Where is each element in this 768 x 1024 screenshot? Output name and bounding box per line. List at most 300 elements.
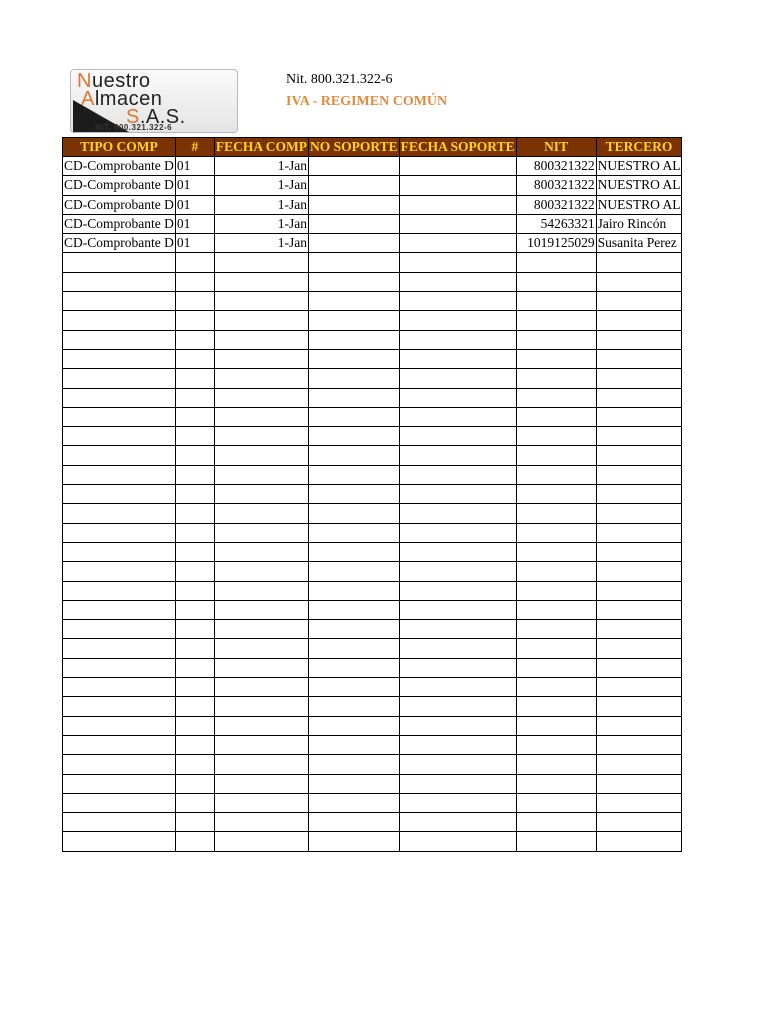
table-cell[interactable] [63,697,176,716]
table-cell[interactable]: Susanita Perez [596,234,682,253]
table-cell[interactable] [399,369,516,388]
column-header[interactable]: NO SOPORTE [308,138,399,157]
table-cell[interactable] [175,407,214,426]
table-row [63,774,682,793]
table-cell[interactable] [399,620,516,639]
column-header[interactable]: FECHA COMP [214,138,308,157]
table-cell[interactable] [63,678,176,697]
table-cell[interactable] [399,157,516,176]
table-cell[interactable] [308,349,399,368]
tax-regime: IVA - REGIMEN COMÚN [286,94,448,109]
table-cell[interactable] [399,658,516,677]
table-cell[interactable] [596,388,682,407]
table-cell[interactable] [596,735,682,754]
table-cell[interactable] [399,600,516,619]
table-cell[interactable] [63,407,176,426]
table-cell[interactable] [596,774,682,793]
table-cell[interactable] [175,813,214,832]
table-row [63,620,682,639]
table-cell[interactable] [214,581,308,600]
table-cell[interactable]: 800321322 [516,157,596,176]
table-cell[interactable] [399,427,516,446]
table-cell[interactable] [596,793,682,812]
table-cell[interactable] [308,195,399,214]
table-cell[interactable]: NUESTRO AL [596,157,682,176]
column-header[interactable]: NIT [516,138,596,157]
table-cell[interactable] [516,523,596,542]
table-row [63,639,682,658]
table-cell[interactable] [399,755,516,774]
table-cell[interactable] [308,774,399,793]
table-cell[interactable] [308,600,399,619]
table-row [63,388,682,407]
table-cell[interactable] [399,774,516,793]
table-cell[interactable] [175,446,214,465]
table-row [63,427,682,446]
table-cell[interactable] [399,523,516,542]
table-cell[interactable]: 1-Jan [214,195,308,214]
table-cell[interactable]: 54263321 [516,214,596,233]
table-cell[interactable] [308,446,399,465]
table-row [63,349,682,368]
table-cell[interactable] [214,504,308,523]
table-cell[interactable] [175,330,214,349]
table-cell[interactable] [596,755,682,774]
company-nit: Nit. 800.321.322-6 [286,72,393,87]
table-row [63,369,682,388]
table-cell[interactable] [596,600,682,619]
table-cell[interactable] [516,504,596,523]
table-cell[interactable] [596,581,682,600]
table-cell[interactable] [516,272,596,291]
table-cell[interactable] [175,369,214,388]
table-cell[interactable] [175,349,214,368]
table-row [63,176,682,195]
table-cell[interactable] [175,658,214,677]
column-header[interactable]: # [175,138,214,157]
table-row [63,485,682,504]
table-cell[interactable] [516,542,596,561]
table-cell[interactable] [214,678,308,697]
table-cell[interactable] [596,504,682,523]
table-cell[interactable] [516,369,596,388]
table-row [63,214,682,233]
table-cell[interactable] [308,427,399,446]
table-cell[interactable]: 1-Jan [214,176,308,195]
table-cell[interactable] [214,253,308,272]
table-row [63,697,682,716]
table-cell[interactable] [516,735,596,754]
table-cell[interactable] [596,369,682,388]
table-cell[interactable] [596,311,682,330]
table-cell[interactable] [596,716,682,735]
table-cell[interactable] [308,369,399,388]
table-cell[interactable] [399,504,516,523]
table-cell[interactable] [214,485,308,504]
table-cell[interactable] [596,272,682,291]
table-cell[interactable] [175,735,214,754]
table-cell[interactable] [214,369,308,388]
table-cell[interactable]: 01 [175,157,214,176]
table-row [63,407,682,426]
table-cell[interactable] [214,292,308,311]
table-cell[interactable] [516,697,596,716]
table-cell[interactable] [399,253,516,272]
table-cell[interactable]: CD-Comprobante D [63,157,176,176]
table-cell[interactable]: CD-Comprobante D [63,176,176,195]
table-cell[interactable] [214,600,308,619]
table-row [63,523,682,542]
table-cell[interactable] [175,253,214,272]
table-row [63,678,682,697]
table-cell[interactable] [399,639,516,658]
table-cell[interactable] [63,735,176,754]
table-cell[interactable] [596,697,682,716]
table-cell[interactable] [399,292,516,311]
table-cell[interactable] [63,793,176,812]
table-row [63,600,682,619]
table-cell[interactable] [214,330,308,349]
table-cell[interactable] [63,716,176,735]
table-cell[interactable] [214,755,308,774]
table-row [63,581,682,600]
table-row [63,234,682,253]
table-cell[interactable]: 1-Jan [214,234,308,253]
table-cell[interactable]: 800321322 [516,176,596,195]
table-cell[interactable] [516,388,596,407]
table-cell[interactable] [308,716,399,735]
table-cell[interactable] [308,465,399,484]
table-cell[interactable] [516,446,596,465]
table-cell[interactable]: 1-Jan [214,157,308,176]
column-header[interactable]: FECHA SOPORTE [399,138,516,157]
table-cell[interactable] [214,562,308,581]
table-cell[interactable] [175,581,214,600]
table-cell[interactable] [516,755,596,774]
table-cell[interactable] [308,388,399,407]
table-cell[interactable] [399,678,516,697]
table-cell[interactable] [308,542,399,561]
table-cell[interactable] [516,485,596,504]
table-cell[interactable]: 01 [175,195,214,214]
table-cell[interactable] [596,485,682,504]
table-cell[interactable] [214,388,308,407]
table-cell[interactable] [516,292,596,311]
table-cell[interactable] [175,678,214,697]
table-cell[interactable] [399,813,516,832]
table-row [63,542,682,561]
table-cell[interactable] [399,176,516,195]
table-row [63,465,682,484]
table-row [63,793,682,812]
table-cell[interactable]: CD-Comprobante D [63,195,176,214]
table-cell[interactable]: CD-Comprobante D [63,234,176,253]
table-cell[interactable] [214,735,308,754]
table-row [63,292,682,311]
column-header[interactable]: TIPO COMP [63,138,176,157]
table-cell[interactable] [175,716,214,735]
table-cell[interactable]: NUESTRO AL [596,176,682,195]
table-cell[interactable] [516,678,596,697]
table-cell[interactable] [175,793,214,812]
table-cell[interactable] [596,620,682,639]
table-cell[interactable] [516,407,596,426]
table-cell[interactable] [308,620,399,639]
table-cell[interactable] [63,330,176,349]
table-cell[interactable] [308,562,399,581]
table-cell[interactable] [175,639,214,658]
table-cell[interactable] [308,678,399,697]
table-cell[interactable] [214,774,308,793]
table-cell[interactable] [399,330,516,349]
table-cell[interactable] [596,253,682,272]
table-row [63,253,682,272]
table-cell[interactable] [63,388,176,407]
table-cell[interactable] [308,735,399,754]
table-cell[interactable] [308,253,399,272]
table-cell[interactable]: 01 [175,234,214,253]
table-cell[interactable] [214,639,308,658]
table-cell[interactable] [308,813,399,832]
table-cell[interactable] [596,832,682,851]
table-cell[interactable] [63,600,176,619]
table-cell[interactable] [175,542,214,561]
table-cell[interactable] [214,716,308,735]
table-cell[interactable]: 1019125029 [516,234,596,253]
table-cell[interactable] [175,388,214,407]
table-cell[interactable] [516,349,596,368]
table-cell[interactable] [516,813,596,832]
table-cell[interactable] [63,504,176,523]
table-cell[interactable] [63,639,176,658]
table-cell[interactable] [399,388,516,407]
table-cell[interactable] [175,465,214,484]
table-cell[interactable] [63,581,176,600]
table-cell[interactable] [399,195,516,214]
table-header-row [63,138,682,157]
vouchers-table [62,137,682,852]
table-cell[interactable] [63,658,176,677]
table-row [63,716,682,735]
table-cell[interactable] [63,446,176,465]
table-cell[interactable] [214,272,308,291]
table-cell[interactable] [63,485,176,504]
table-cell[interactable] [516,427,596,446]
table-cell[interactable] [399,716,516,735]
table-cell[interactable] [399,793,516,812]
logo-word-3: S.A.S. [126,106,186,128]
table-cell[interactable] [399,562,516,581]
table-cell[interactable] [175,600,214,619]
table-cell[interactable] [175,523,214,542]
table-cell[interactable] [63,272,176,291]
table-cell[interactable] [308,214,399,233]
table-cell[interactable] [308,292,399,311]
table-cell[interactable] [308,697,399,716]
table-row [63,446,682,465]
table-cell[interactable] [596,813,682,832]
table-row [63,272,682,291]
table-cell[interactable] [308,234,399,253]
logo-word-2: Almacen [81,88,163,110]
table-cell[interactable] [63,562,176,581]
table-cell[interactable] [63,465,176,484]
table-cell[interactable] [308,485,399,504]
table-cell[interactable] [399,349,516,368]
table-cell[interactable] [214,620,308,639]
table-cell[interactable] [63,427,176,446]
table-cell[interactable] [399,407,516,426]
table-cell[interactable] [516,581,596,600]
table-cell[interactable] [63,311,176,330]
table-cell[interactable] [63,774,176,793]
table-row [63,735,682,754]
table-cell[interactable] [175,697,214,716]
table-cell[interactable] [596,349,682,368]
table-cell[interactable] [399,735,516,754]
table-cell[interactable] [399,446,516,465]
table-cell[interactable] [596,446,682,465]
table-cell[interactable] [175,427,214,446]
table-cell[interactable] [214,523,308,542]
table-row [63,157,682,176]
table-cell[interactable] [399,485,516,504]
table-cell[interactable] [596,427,682,446]
table-cell[interactable] [308,581,399,600]
table-cell[interactable] [63,542,176,561]
table-row [63,330,682,349]
table-cell[interactable] [308,523,399,542]
table-cell[interactable] [308,157,399,176]
table-cell[interactable] [63,253,176,272]
table-cell[interactable] [214,542,308,561]
table-cell[interactable] [516,793,596,812]
table-cell[interactable] [214,813,308,832]
table-cell[interactable] [399,697,516,716]
table-cell[interactable] [308,639,399,658]
table-cell[interactable] [214,697,308,716]
table-cell[interactable] [214,446,308,465]
table-cell[interactable] [596,639,682,658]
table-cell[interactable] [399,542,516,561]
table-row [63,562,682,581]
table-cell[interactable] [596,292,682,311]
table-cell[interactable] [175,292,214,311]
table-cell[interactable] [516,562,596,581]
table-cell[interactable]: NUESTRO AL [596,195,682,214]
table-cell[interactable] [175,620,214,639]
table-cell[interactable] [214,793,308,812]
table-cell[interactable] [516,311,596,330]
table-cell[interactable]: 01 [175,214,214,233]
column-header[interactable]: TERCERO [596,138,682,157]
table-cell[interactable] [516,600,596,619]
table-cell[interactable] [399,234,516,253]
table-cell[interactable] [308,504,399,523]
table-row [63,832,682,851]
table-cell[interactable] [399,214,516,233]
table-cell[interactable] [175,504,214,523]
table-cell[interactable] [516,465,596,484]
table-cell[interactable]: 1-Jan [214,214,308,233]
table-cell[interactable] [175,755,214,774]
table-cell[interactable] [308,793,399,812]
table-cell[interactable] [214,349,308,368]
table-cell[interactable]: 800321322 [516,195,596,214]
logo-word-1: Nuestro [77,70,151,92]
table-cell[interactable] [596,658,682,677]
table-cell[interactable] [399,311,516,330]
table-cell[interactable] [399,272,516,291]
table-cell[interactable] [214,427,308,446]
table-cell[interactable] [63,349,176,368]
table-cell[interactable] [63,369,176,388]
table-cell[interactable] [516,658,596,677]
table-cell[interactable] [516,620,596,639]
table-cell[interactable] [63,832,176,851]
table-cell[interactable] [308,658,399,677]
table-cell[interactable]: CD-Comprobante D [63,214,176,233]
table-cell[interactable] [175,562,214,581]
table-row [63,813,682,832]
table-cell[interactable] [596,523,682,542]
table-cell[interactable] [175,485,214,504]
table-cell[interactable] [63,755,176,774]
table-cell[interactable] [308,407,399,426]
table-cell[interactable] [63,523,176,542]
table-cell[interactable] [214,311,308,330]
table-cell[interactable] [596,330,682,349]
table-cell[interactable] [63,292,176,311]
table-cell[interactable] [175,311,214,330]
table-row [63,658,682,677]
table-cell[interactable] [399,465,516,484]
table-cell[interactable]: Jairo Rincón [596,214,682,233]
table-cell[interactable] [516,774,596,793]
table-cell[interactable] [63,813,176,832]
table-cell[interactable] [596,678,682,697]
table-cell[interactable] [399,832,516,851]
table-cell[interactable] [63,620,176,639]
table-cell[interactable] [308,832,399,851]
table-cell[interactable] [308,176,399,195]
table-cell[interactable]: 01 [175,176,214,195]
table-cell[interactable] [596,542,682,561]
table-cell[interactable] [175,272,214,291]
table-cell[interactable] [596,562,682,581]
table-cell[interactable] [308,311,399,330]
table-cell[interactable] [214,658,308,677]
table-cell[interactable] [399,581,516,600]
table-cell[interactable] [308,272,399,291]
table-cell[interactable] [214,465,308,484]
table-cell[interactable] [516,330,596,349]
logo-nit: NIT. 800.321.322-6 [95,123,173,132]
table-cell[interactable] [175,774,214,793]
table-cell[interactable] [308,330,399,349]
table-cell[interactable] [214,832,308,851]
table-cell[interactable] [175,832,214,851]
table-cell[interactable] [596,407,682,426]
table-cell[interactable] [516,716,596,735]
table-cell[interactable] [516,832,596,851]
table-row [63,504,682,523]
table-cell[interactable] [308,755,399,774]
table-cell[interactable] [516,253,596,272]
table-cell[interactable] [596,465,682,484]
table-cell[interactable] [214,407,308,426]
table-cell[interactable] [516,639,596,658]
